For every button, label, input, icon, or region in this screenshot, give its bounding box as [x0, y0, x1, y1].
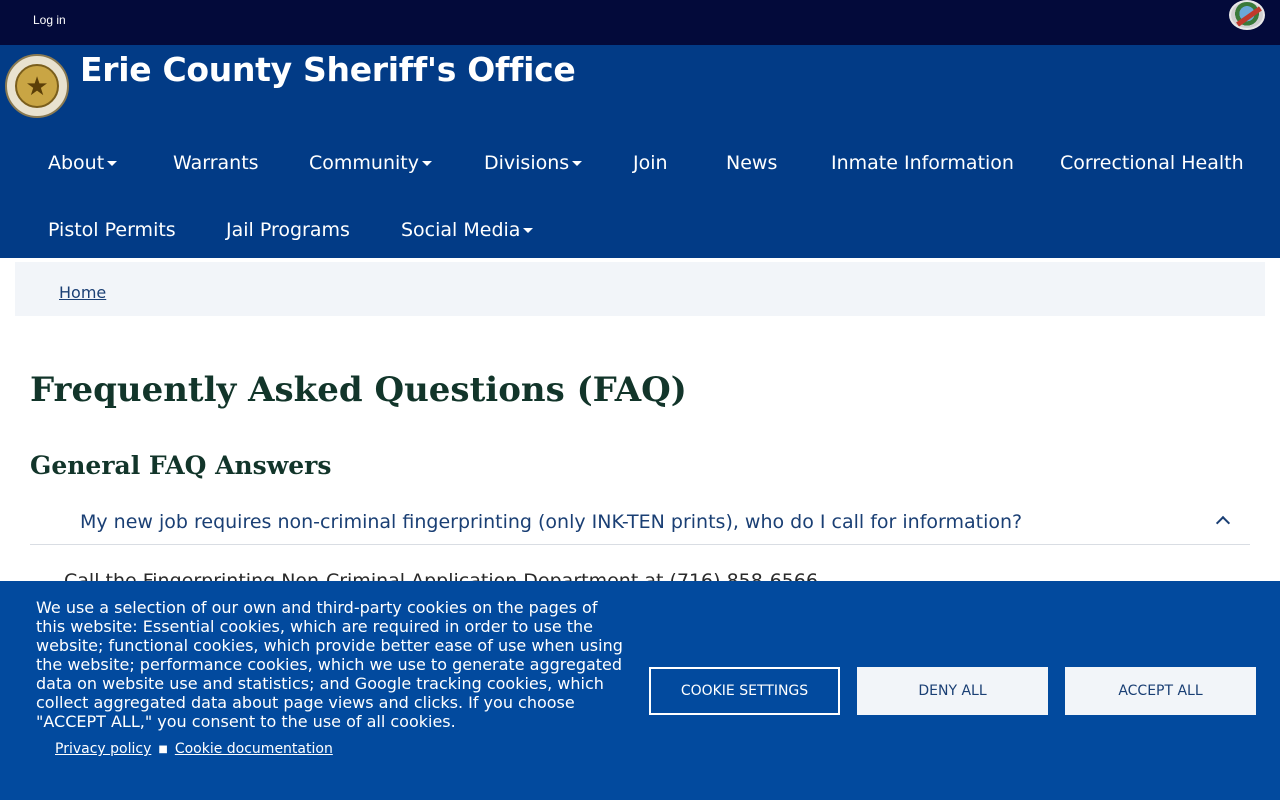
nav-divisions-label: Divisions: [484, 152, 570, 174]
nav-social-media[interactable]: [401, 219, 533, 241]
nav-community[interactable]: [309, 152, 432, 174]
nav-warrants[interactable]: Warrants: [173, 152, 259, 174]
faq-question-text: My new job requires non-criminal fingerprinting (only INK-TEN prints), who do I call for information?: [80, 511, 1023, 533]
star-icon: ★: [15, 64, 59, 108]
chevron-up-icon: [1216, 516, 1230, 530]
top-utility-bar: [0, 0, 1280, 45]
cookie-documentation-link[interactable]: Cookie documentation: [174, 741, 333, 757]
section-title: General FAQ Answers: [30, 451, 332, 480]
cookie-settings-button[interactable]: COOKIE SETTINGS: [649, 667, 840, 715]
nav-inmate-information[interactable]: Inmate Information: [831, 152, 1014, 174]
caret-down-icon: [422, 161, 432, 166]
faq-question-toggle[interactable]: [30, 503, 1250, 545]
nav-news[interactable]: News: [726, 152, 778, 174]
site-header: [0, 45, 1280, 258]
cookie-consent-banner: [0, 581, 1280, 800]
page-title: Frequently Asked Questions (FAQ): [30, 370, 687, 410]
nav-correctional-health[interactable]: Correctional Health: [1060, 152, 1244, 174]
nav-about[interactable]: [48, 152, 117, 174]
login-link[interactable]: Log in: [33, 13, 66, 27]
caret-down-icon: [572, 161, 582, 166]
cookie-consent-text: We use a selection of our own and third-party cookies on the pages of this website: Essential cookies, which are required in order to use the website; functional cookies, which provide better ease of use when using the website; performance cookies, which we use to generate aggregated data on website use and statistics; and Google tracking cookies, which collect aggregated data about page views and clicks. If you choose "ACCEPT ALL," you consent to the use of all cookies.: [36, 598, 623, 731]
privacy-policy-link[interactable]: Privacy policy: [55, 741, 152, 757]
county-seal-icon[interactable]: [1229, 0, 1265, 30]
accept-all-button[interactable]: ACCEPT ALL: [1065, 667, 1256, 715]
breadcrumb-home-link[interactable]: Home: [59, 283, 107, 302]
nav-about-label: About: [48, 152, 105, 174]
deny-all-button[interactable]: DENY ALL: [857, 667, 1048, 715]
nav-pistol-permits[interactable]: Pistol Permits: [48, 219, 176, 241]
nav-join[interactable]: Join: [633, 152, 668, 174]
caret-down-icon: [107, 161, 117, 166]
sheriff-badge-logo[interactable]: [5, 54, 69, 118]
caret-down-icon: [523, 228, 533, 233]
nav-social-media-label: Social Media: [401, 219, 521, 241]
nav-divisions[interactable]: [484, 152, 582, 174]
nav-jail-programs[interactable]: Jail Programs: [226, 219, 350, 241]
breadcrumb: [15, 262, 1265, 316]
nav-community-label: Community: [309, 152, 419, 174]
bullet-separator-icon: ■: [158, 744, 168, 755]
cookie-links: [55, 741, 333, 757]
site-title[interactable]: Erie County Sheriff's Office: [80, 50, 576, 89]
